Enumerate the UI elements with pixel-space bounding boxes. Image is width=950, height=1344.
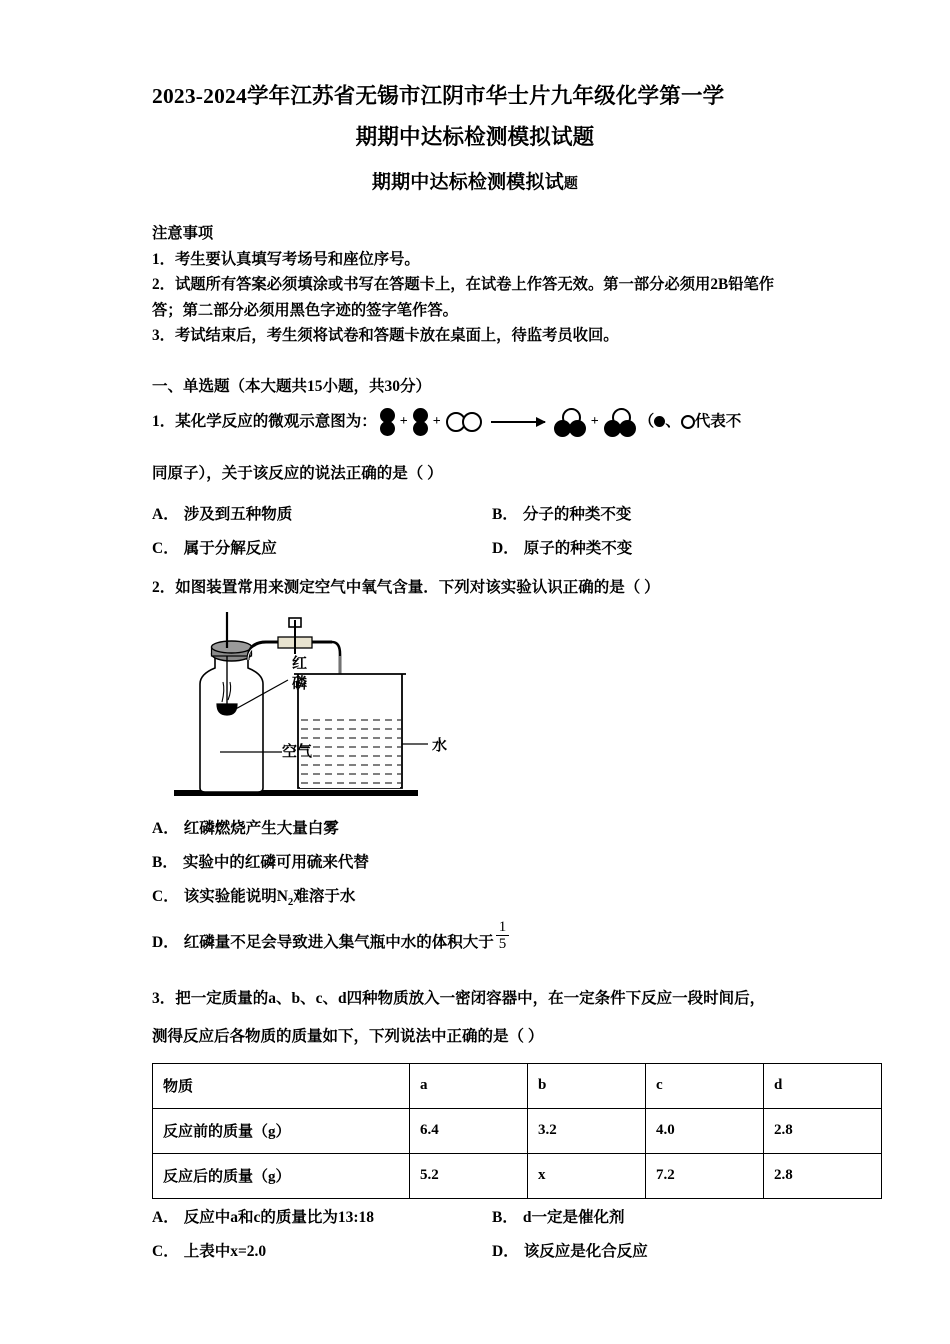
question-2-options — [152, 812, 798, 967]
oxygen-content-apparatus-figure — [152, 612, 798, 812]
question-3-stem-text-1: 把一定质量的a、b、c、d四种物质放入一密闭容器中，在一定条件下反应一段时间后， — [175, 989, 766, 1007]
cell-before-b: 3.2 — [528, 1108, 646, 1153]
cell-after-d: 2.8 — [764, 1153, 882, 1198]
option-text-post: 难溶于水 — [293, 887, 356, 905]
option-text: 实验中的红磷可用硫来代替 — [182, 853, 369, 871]
fraction-denominator: 5 — [496, 935, 510, 953]
page-subtitle-line-3 — [152, 163, 798, 205]
option-label: A． — [152, 819, 179, 837]
question-1-options — [152, 498, 798, 566]
page-title-line-1: 2023-2024学年江苏省无锡市江阴市华士片九年级化学第一学 — [152, 84, 725, 108]
white-atom-icon — [462, 412, 482, 432]
question-1-number: 1． — [152, 412, 176, 430]
page-content — [152, 0, 798, 1269]
row-label-mass-after: 反应后的质量（g） — [153, 1153, 410, 1198]
subscript-two: 2 — [287, 895, 294, 908]
section-heading-single-choice: 一、单选题（本大题共15小题，共30分） — [152, 377, 432, 395]
row-label-mass-before: 反应前的质量（g） — [153, 1108, 410, 1153]
question-3-option-row-2 — [152, 1235, 798, 1269]
black-atom-icon — [380, 421, 395, 436]
cell-after-c: 7.2 — [646, 1153, 764, 1198]
question-2-option-d[interactable] — [152, 919, 798, 967]
gas-collecting-flask — [200, 654, 263, 792]
option-label: B． — [492, 505, 518, 523]
product-1-molecule-icon — [554, 408, 586, 436]
table-row — [153, 1153, 882, 1198]
question-3-stem-line-2: 测得反应后各物质的质量如下，下列说法中正确的是（ ） — [152, 1027, 544, 1045]
plus-sign-icon: + — [432, 413, 441, 429]
question-1-option-row-2 — [152, 532, 798, 566]
option-text: 红磷燃烧产生大量白雾 — [183, 819, 339, 837]
black-atom-icon — [619, 420, 636, 437]
question-2-option-b[interactable] — [152, 846, 798, 880]
table-row — [153, 1108, 882, 1153]
option-text: 分子的种类不变 — [522, 505, 632, 523]
instruction-item-2: 2．试题所有答案必须填涂或书写在答题卡上，在试卷上作答无效。第一部分必须用2B铅笔作答；第二部分必须用黑色字迹的签字笔作答。 — [152, 276, 775, 319]
cell-after-a: 5.2 — [410, 1153, 528, 1198]
legend-open-paren: （ — [638, 412, 655, 430]
option-text: 上表中x=2.0 — [183, 1242, 267, 1260]
option-text-pre: 红磷量不足会导致进入集气瓶中水的体积大于 — [183, 933, 494, 951]
question-2-option-a[interactable] — [152, 812, 798, 846]
cell-before-a: 6.4 — [410, 1108, 528, 1153]
option-label: A． — [152, 1208, 179, 1226]
plus-sign-icon: + — [590, 413, 599, 429]
question-2-stem — [152, 574, 798, 602]
question-1-stem — [152, 408, 798, 436]
option-label: C． — [152, 887, 179, 905]
apparatus-svg — [170, 612, 430, 812]
water-body — [300, 720, 400, 788]
instructions-block — [152, 221, 798, 349]
question-3-number: 3． — [152, 989, 176, 1007]
option-text-pre: 该实验能说明N — [183, 887, 288, 905]
table-header-b: b — [528, 1063, 646, 1108]
question-2-option-c[interactable] — [152, 880, 798, 919]
option-label: D． — [492, 1242, 519, 1260]
question-2-number: 2． — [152, 578, 176, 596]
black-atom-icon — [413, 421, 428, 436]
legend-separator: 、 — [665, 412, 681, 430]
figure-label-air: 空气 — [282, 742, 313, 760]
option-label: A． — [152, 505, 179, 523]
option-text: 该反应是化合反应 — [523, 1242, 648, 1260]
question-3-option-b[interactable] — [492, 1201, 792, 1235]
reactant-1-molecule-icon — [380, 408, 395, 436]
legend-close-text: 代表不 — [694, 412, 742, 430]
option-text: 涉及到五种物质 — [183, 505, 293, 523]
black-atom-icon — [654, 416, 665, 427]
stopper-top — [212, 641, 252, 653]
question-1-option-c[interactable] — [152, 532, 492, 566]
reactant-2-molecule-icon — [413, 408, 428, 436]
cell-before-d: 2.8 — [764, 1108, 882, 1153]
mass-data-table — [152, 1063, 882, 1199]
document-title-block — [152, 0, 798, 205]
option-label: D． — [152, 933, 179, 951]
page-title-line-2: 期期中达标检测模拟试题 — [355, 125, 595, 149]
figure-label-water: 水 — [432, 736, 448, 754]
question-3-stem-line-1 — [152, 985, 798, 1013]
reactant-3-molecule-icon — [446, 412, 482, 432]
option-label: B． — [152, 853, 178, 871]
table-header-a: a — [410, 1063, 528, 1108]
cell-after-b: x — [528, 1153, 646, 1198]
option-label: B． — [492, 1208, 518, 1226]
option-text: 反应中a和c的质量比为13:18 — [183, 1208, 374, 1226]
instruction-item-1: 1．考生要认真填写考场号和座位序号。 — [152, 250, 420, 268]
atom-legend — [639, 408, 742, 436]
black-atom-icon — [569, 420, 586, 437]
table-header-d: d — [764, 1063, 882, 1108]
fraction-one-fifth — [496, 919, 510, 953]
white-atom-icon — [681, 415, 695, 429]
question-3-option-d[interactable] — [492, 1235, 792, 1269]
cell-before-c: 4.0 — [646, 1108, 764, 1153]
page-subtitle-tail: 题 — [563, 177, 579, 192]
page-subtitle-main: 期期中达标检测模拟试 — [371, 172, 564, 193]
question-2-stem-text: 如图装置常用来测定空气中氧气含量．下列对该实验认识正确的是（ ） — [175, 578, 660, 596]
question-1-option-d[interactable] — [492, 532, 792, 566]
option-label: C． — [152, 1242, 179, 1260]
instructions-heading: 注意事项 — [152, 225, 214, 242]
question-1-option-a[interactable] — [152, 498, 492, 532]
figure-label-red-phosphorus: 红磷 — [292, 654, 308, 692]
option-text: 属于分解反应 — [183, 539, 277, 557]
question-3-option-c[interactable] — [152, 1235, 492, 1269]
question-3-option-row-1 — [152, 1201, 798, 1235]
table-header-substance: 物质 — [153, 1063, 410, 1108]
question-1-option-row-1 — [152, 498, 798, 532]
question-3-option-a[interactable] — [152, 1201, 492, 1235]
table-header-row — [153, 1063, 882, 1108]
reaction-arrow-icon — [491, 421, 545, 423]
question-1-stem-line-2: 同原子），关于该反应的说法正确的是（ ） — [152, 464, 443, 482]
question-3-options — [152, 1201, 798, 1269]
question-1-stem-text: 某化学反应的微观示意图为： — [175, 412, 377, 430]
option-label: C． — [152, 539, 179, 557]
product-2-molecule-icon — [604, 408, 636, 436]
plus-sign-icon: + — [399, 413, 408, 429]
instruction-item-3: 3．考试结束后，考生须将试卷和答题卡放在桌面上，待监考员收回。 — [152, 327, 619, 344]
table-header-c: c — [646, 1063, 764, 1108]
question-1-option-b[interactable] — [492, 498, 792, 532]
option-label: D． — [492, 539, 519, 557]
option-text: d一定是催化剂 — [522, 1208, 625, 1226]
fraction-numerator: 1 — [498, 919, 507, 936]
option-text: 原子的种类不变 — [523, 539, 633, 557]
reaction-microscopic-diagram — [380, 408, 636, 436]
